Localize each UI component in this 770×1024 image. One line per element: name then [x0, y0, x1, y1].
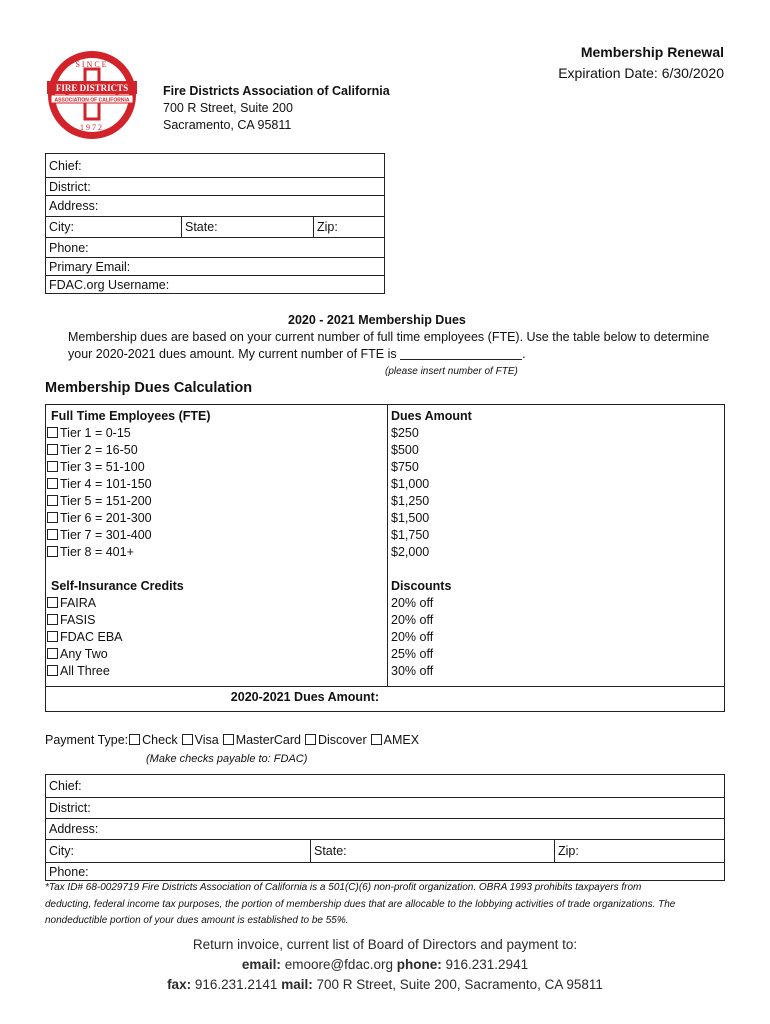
credit-label: FAIRA — [60, 596, 97, 610]
credit-row — [47, 646, 211, 663]
district-label-2: District: — [49, 801, 91, 815]
phone-label: phone: — [396, 957, 442, 972]
city-field[interactable] — [46, 217, 182, 238]
credit-discount: 30% off — [391, 664, 434, 678]
credit-row — [47, 629, 211, 646]
username-label: FDAC.org Username: — [49, 277, 170, 292]
payment-type-row — [45, 733, 419, 747]
calc-divider-vertical — [387, 405, 388, 686]
credit-checkbox[interactable] — [47, 597, 58, 608]
payment-checkbox[interactable] — [129, 734, 140, 745]
payment-options — [128, 733, 419, 747]
chief-field-2[interactable] — [46, 775, 725, 798]
district-label: District: — [49, 179, 91, 194]
tier-row — [47, 425, 211, 442]
tier-amount: $2,000 — [391, 545, 430, 559]
address-field-2[interactable] — [46, 819, 725, 840]
phone-field[interactable] — [46, 238, 385, 258]
spacer — [391, 561, 472, 578]
tier-list — [47, 425, 211, 561]
return-line1: Return invoice, current list of Board of Directors and payment to: — [192, 937, 578, 952]
payment-contact-form — [45, 774, 725, 881]
zip-label: Zip: — [317, 220, 338, 234]
fte-column — [47, 408, 211, 680]
payment-option-visa[interactable] — [182, 733, 219, 747]
member-info-form — [45, 153, 385, 294]
credit-row — [47, 612, 211, 629]
tier-row — [47, 527, 211, 544]
org-address-line1: 700 R Street, Suite 200 — [163, 101, 293, 115]
return-line3 — [0, 975, 770, 995]
credit-label: Any Two — [60, 647, 108, 661]
tier-amount: $500 — [391, 443, 419, 457]
email-field[interactable] — [46, 258, 385, 276]
discounts-header: Discounts — [391, 579, 452, 593]
tier-label: Tier 8 = 401+ — [60, 545, 134, 559]
tier-label: Tier 3 = 51-100 — [60, 460, 145, 474]
email-link[interactable]: emoore@fdac.org — [284, 957, 393, 972]
dues-heading: 2020 - 2021 Membership Dues — [288, 313, 466, 327]
payment-option-mastercard[interactable] — [223, 733, 301, 747]
payment-checkbox[interactable] — [182, 734, 193, 745]
payment-option-amex[interactable] — [371, 733, 419, 747]
tier-row — [47, 459, 211, 476]
calc-heading: Membership Dues Calculation — [45, 380, 253, 396]
state-field[interactable] — [182, 217, 314, 238]
tier-amount: $1,500 — [391, 511, 430, 525]
payment-note: (Make checks payable to: FDAC) — [146, 753, 308, 765]
city-label-2: City: — [49, 844, 74, 858]
credit-label: FDAC EBA — [60, 630, 123, 644]
city-field-2[interactable] — [46, 840, 311, 863]
return-info — [0, 935, 770, 995]
payment-option-label: Visa — [194, 733, 219, 747]
amount-list — [391, 425, 472, 561]
credit-label: FASIS — [60, 613, 96, 627]
district-field[interactable] — [46, 178, 385, 196]
org-address-line2: Sacramento, CA 95811 — [163, 118, 292, 132]
tax-footnote — [45, 880, 735, 930]
amount-column — [391, 408, 472, 680]
tier-label: Tier 2 = 16-50 — [60, 443, 138, 457]
dues-text-line2-label: your 2020-2021 dues amount. My current number of FTE is — [68, 347, 397, 361]
tier-checkbox[interactable] — [47, 478, 58, 489]
tier-amount: $1,250 — [391, 494, 430, 508]
username-field[interactable] — [46, 276, 385, 294]
tier-row — [47, 510, 211, 527]
credit-discount: 20% off — [391, 596, 434, 610]
credit-checkbox[interactable] — [47, 665, 58, 676]
logo-year: 1972 — [80, 123, 104, 132]
phone-value: 916.231.2941 — [445, 957, 529, 972]
payment-checkbox[interactable] — [371, 734, 382, 745]
credit-checkbox[interactable] — [47, 648, 58, 659]
payment-checkbox[interactable] — [305, 734, 316, 745]
zip-field[interactable] — [314, 217, 385, 238]
phone-label: Phone: — [49, 240, 89, 255]
tier-amount: $750 — [391, 460, 419, 474]
email-label: email: — [241, 957, 281, 972]
tax-footnote-line1: *Tax ID# 68-0029719 Fire Districts Association of California is a 501(C)(6) non-profit organization. OBRA 1993 prohibits taxpayers from — [45, 882, 642, 893]
tax-footnote-line3: nondeductible portion of your dues amount is established to be 55%. — [45, 915, 349, 926]
mail-value: 700 R Street, Suite 200, Sacramento, CA 95811 — [316, 977, 603, 992]
tier-row — [47, 544, 211, 561]
amount-header: Dues Amount — [391, 409, 472, 423]
fte-input[interactable] — [400, 347, 522, 360]
tier-row — [47, 476, 211, 493]
fte-note: (please insert number of FTE) — [385, 366, 518, 377]
address-label: Address: — [49, 199, 99, 213]
expiration-date: Expiration Date: 6/30/2020 — [558, 65, 724, 81]
credit-discount: 25% off — [391, 647, 434, 661]
tier-label: Tier 1 = 0-15 — [60, 426, 131, 440]
discount-list — [391, 595, 472, 680]
credit-row — [47, 595, 211, 612]
fte-header: Full Time Employees (FTE) — [51, 409, 211, 423]
dues-text-line1: Membership dues are based on your current number of full time employees (FTE). Use the table below to determine — [68, 330, 710, 344]
tier-checkbox[interactable] — [47, 546, 58, 557]
credit-checkbox[interactable] — [47, 614, 58, 625]
tier-label: Tier 4 = 101-150 — [60, 477, 152, 491]
credit-label: All Three — [60, 664, 110, 678]
credits-header: Self-Insurance Credits — [51, 579, 184, 593]
zip-label-2: Zip: — [558, 844, 579, 858]
credit-discount: 20% off — [391, 613, 434, 627]
phone-field-2[interactable] — [46, 863, 725, 881]
calc-table — [45, 404, 725, 712]
fax-value: 916.231.2141 — [194, 977, 278, 992]
payment-option-check[interactable] — [129, 733, 177, 747]
credit-discount: 20% off — [391, 630, 434, 644]
payment-option-discover[interactable] — [305, 733, 367, 747]
tier-checkbox[interactable] — [47, 495, 58, 506]
page-title: Membership Renewal — [580, 44, 724, 60]
logo-sub: ASSOCIATION OF CALIFORNIA — [54, 97, 130, 104]
tier-checkbox[interactable] — [47, 529, 58, 540]
payment-option-label: Discover — [317, 733, 367, 747]
payment-checkbox[interactable] — [223, 734, 234, 745]
address-field[interactable] — [46, 196, 385, 217]
credit-checkbox[interactable] — [47, 631, 58, 642]
return-line2 — [0, 955, 770, 975]
total-dues-label: 2020-2021 Dues Amount: — [230, 690, 379, 704]
tier-label: Tier 6 = 201-300 — [60, 511, 152, 525]
tier-label: Tier 5 = 151-200 — [60, 494, 152, 508]
chief-label-2: Chief: — [49, 779, 82, 793]
logo-band: FIRE DISTRICTS — [55, 83, 129, 93]
chief-field[interactable] — [46, 154, 385, 178]
tier-amount: $1,750 — [391, 528, 430, 542]
org-name: Fire Districts Association of California — [163, 84, 390, 98]
city-label: City: — [49, 220, 74, 234]
tier-checkbox[interactable] — [47, 512, 58, 523]
tier-checkbox[interactable] — [47, 444, 58, 455]
logo-since: SINCE — [75, 60, 109, 69]
payment-option-label: AMEX — [383, 733, 420, 747]
tier-amount: $250 — [391, 426, 419, 440]
tier-row — [47, 442, 211, 459]
tier-checkbox[interactable] — [47, 427, 58, 438]
fdac-logo — [45, 48, 139, 142]
chief-label: Chief: — [49, 158, 82, 173]
state-label: State: — [185, 220, 218, 234]
tax-footnote-line2: deducting, federal income tax purposes, the portion of membership dues that are allocable to the lobbying activities of trade organizations. The — [45, 898, 676, 910]
zip-field-2[interactable] — [555, 840, 725, 863]
email-label: Primary Email: — [49, 259, 131, 274]
credit-list — [47, 595, 211, 680]
mail-label: mail: — [281, 977, 313, 992]
spacer — [47, 561, 211, 578]
state-label-2: State: — [314, 844, 347, 858]
fax-label: fax: — [167, 977, 192, 992]
district-field-2[interactable] — [46, 798, 725, 819]
tier-checkbox[interactable] — [47, 461, 58, 472]
address-label-2: Address: — [49, 822, 99, 836]
payment-option-label: MasterCard — [235, 733, 301, 747]
dues-text-line2 — [68, 347, 526, 361]
credit-row — [47, 663, 211, 680]
total-dues-input[interactable] — [388, 687, 724, 711]
tier-label: Tier 7 = 301-400 — [60, 528, 152, 542]
tier-amount: $1,000 — [391, 477, 430, 491]
tier-row — [47, 493, 211, 510]
state-field-2[interactable] — [311, 840, 555, 863]
payment-type-label: Payment Type: — [45, 733, 129, 747]
dues-text-line2-end: . — [522, 347, 526, 361]
phone-label-2: Phone: — [49, 864, 89, 879]
payment-option-label: Check — [142, 733, 178, 747]
